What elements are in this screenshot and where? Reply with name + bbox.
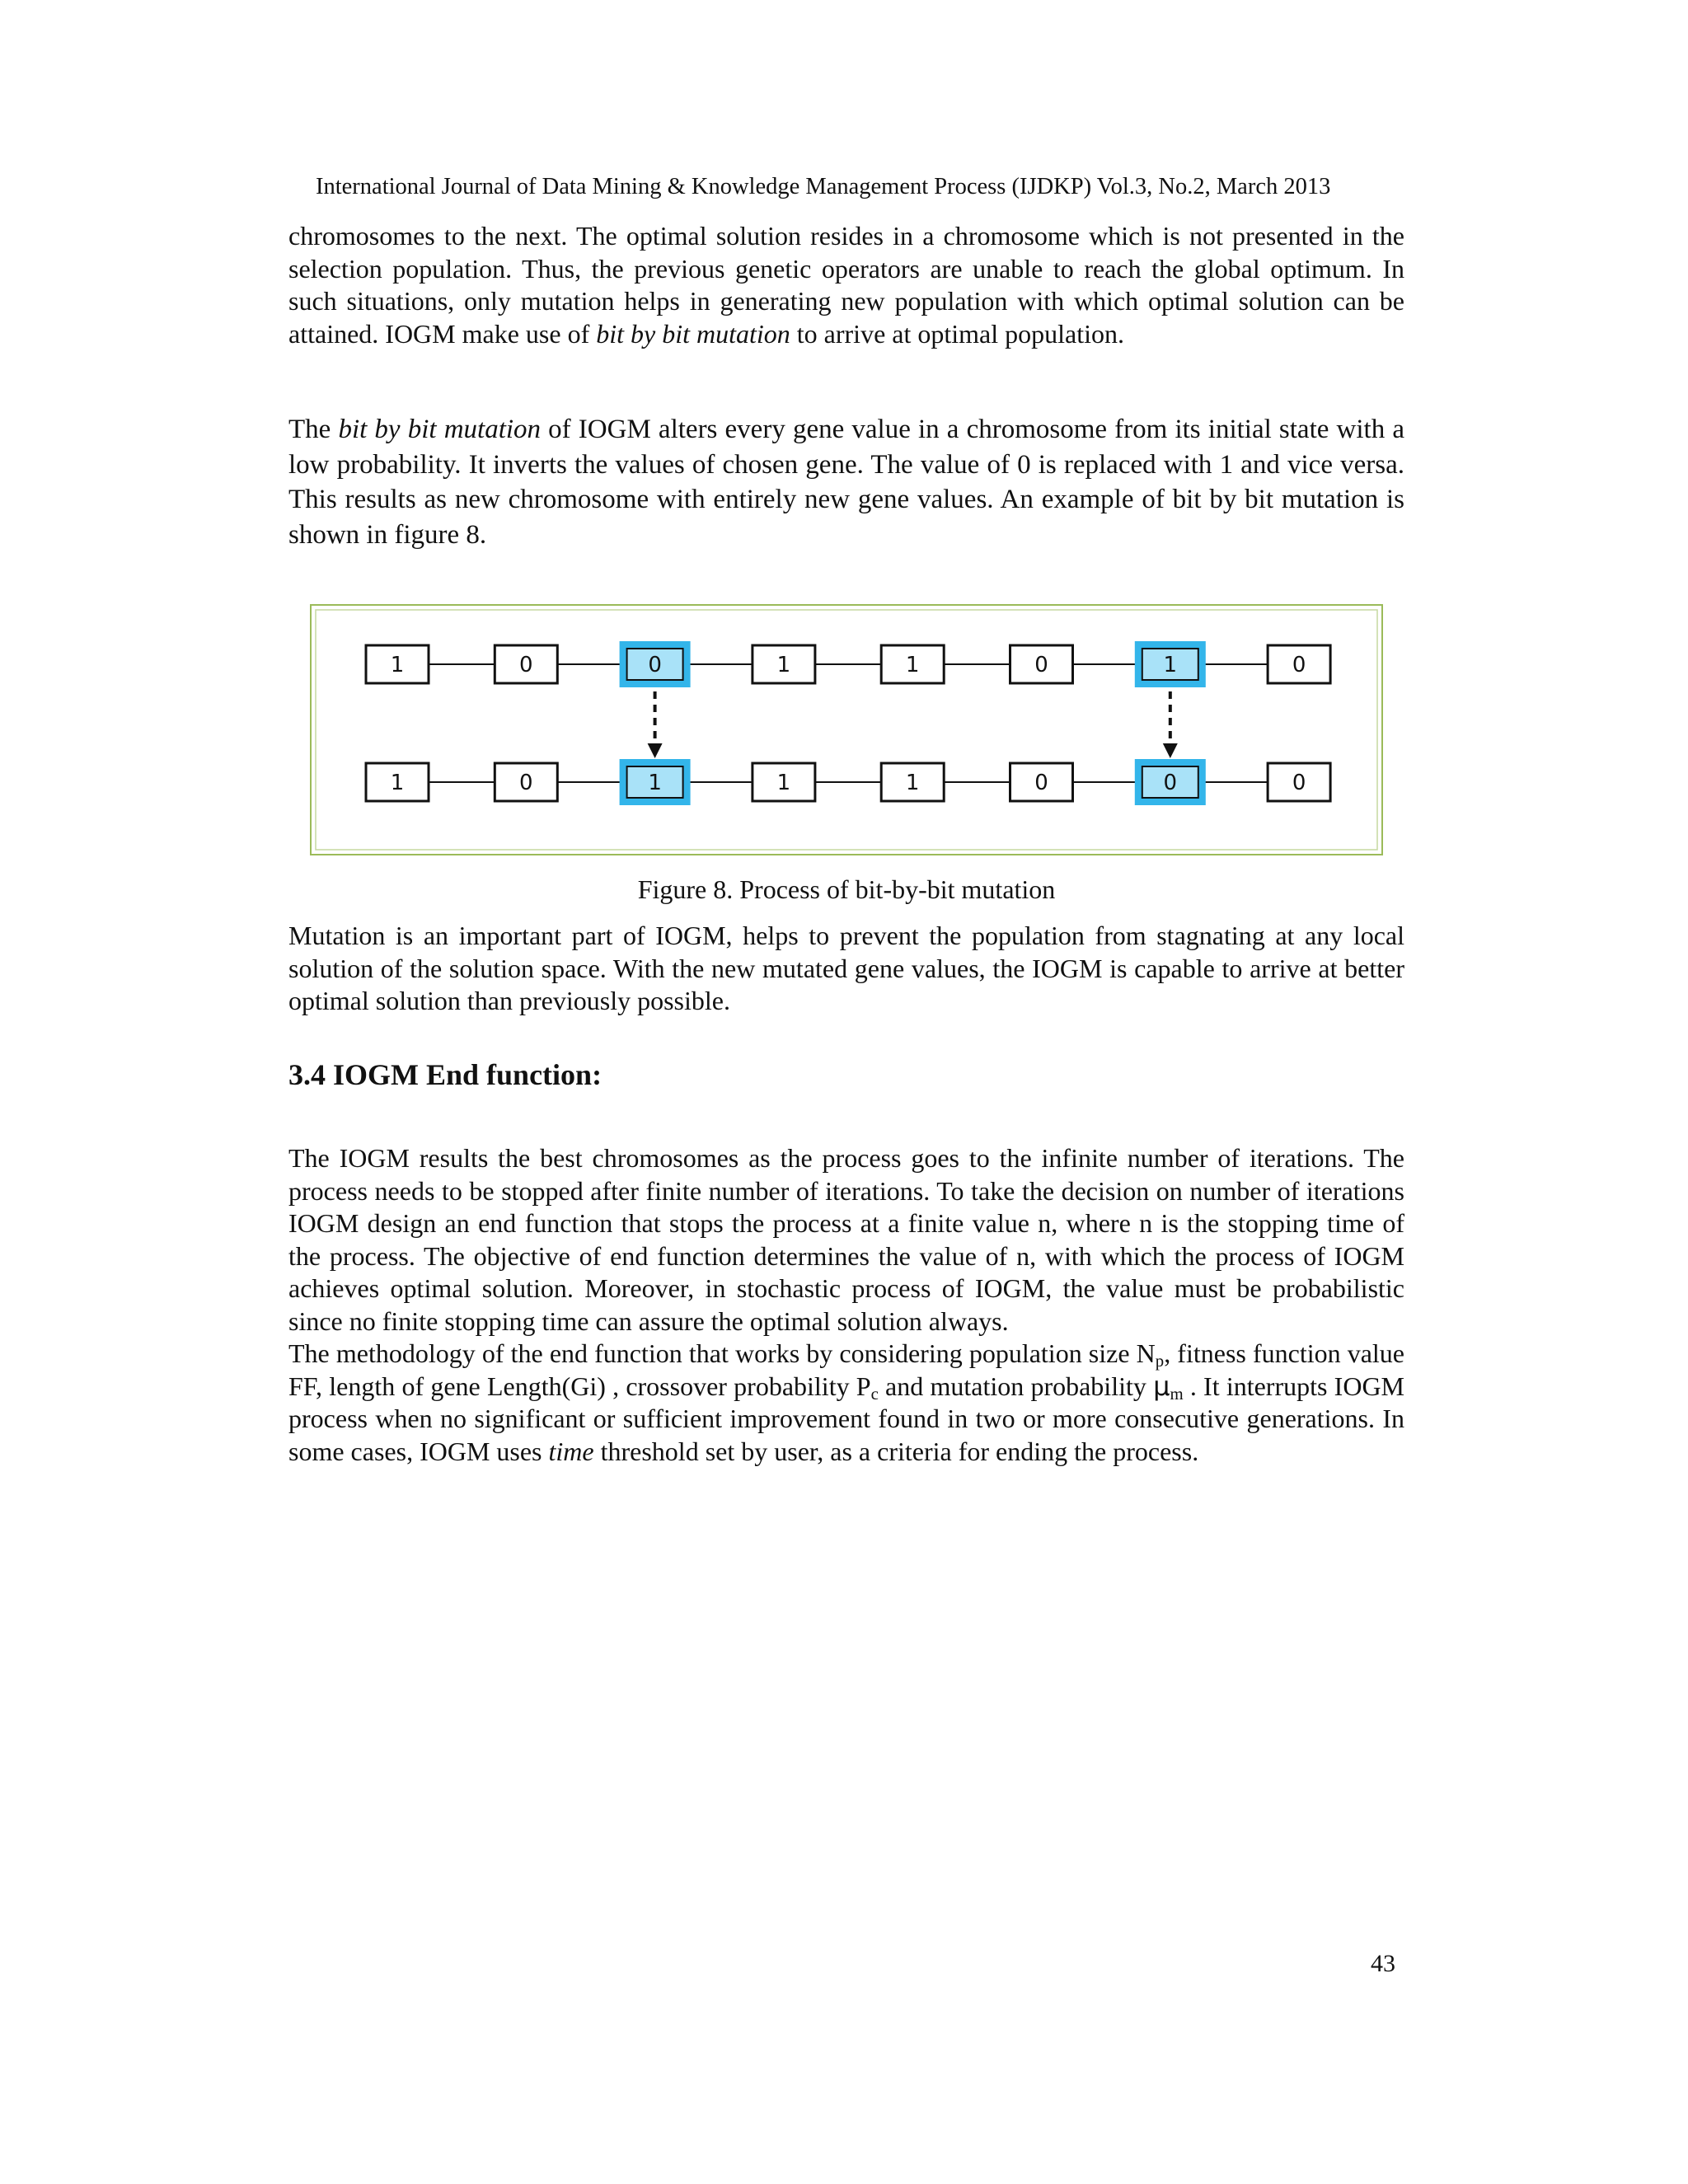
figure-caption: Figure 8. Process of bit-by-bit mutation — [637, 874, 1056, 904]
paragraph-text: , fitness function value FF, length of gene Length(Gi) , crossover probability P — [288, 1338, 1405, 1401]
gene-value: 1 — [776, 771, 791, 795]
section-heading: 3.4 IOGM End function: — [288, 1058, 603, 1091]
gene-value: 0 — [519, 771, 533, 795]
gene-value: 1 — [905, 771, 920, 795]
paragraph-text: chromosomes to the next. The optimal solution resides in a chromosome which is not presented in the selection population. Thus, the previous genetic operators are unable to reach the global optimum. In such situations, only mutation helps in generating new population with which optimal solution can be attained. IOGM make use of — [288, 221, 1404, 349]
paragraph-text: to arrive at optimal population. — [790, 318, 1124, 349]
paragraph-text: of IOGM alters every gene value in a chromosome from its initial state with a low probability. It inverts the values of chosen gene. The value of 0 is replaced with 1 and vice versa. This results as new chromosome with entirely new gene values. An example of bit by bit mutation is shown in figure 8. — [288, 415, 1404, 550]
mutation-figure — [310, 604, 1383, 855]
gene-value: 1 — [648, 771, 662, 795]
gene-value: 1 — [390, 771, 405, 795]
page-number: 43 — [1371, 1950, 1395, 1977]
gene-value: 1 — [776, 653, 791, 677]
gene-value: 0 — [1034, 653, 1048, 677]
paragraph-text: threshold set by user, as a criteria for ending the process. — [593, 1436, 1199, 1466]
gene-value: 1 — [390, 653, 405, 677]
paragraph-mutation-importance — [288, 920, 1404, 1018]
italic-term: bit by bit mutation — [338, 415, 542, 444]
subscript: m — [1170, 1384, 1184, 1404]
paragraph-end-function — [288, 1142, 1404, 1468]
figure-frame-outer — [311, 605, 1382, 855]
paragraph-text: . It interrupts IOGM process when no significant or sufficient improvement found in two or more consecutive generations. In some cases, IOGM uses — [288, 1371, 1404, 1466]
paragraph-mutation-intro — [288, 220, 1404, 350]
italic-term: bit by bit mutation — [596, 318, 790, 349]
paragraph-text: and mutation probability — [878, 1371, 1154, 1401]
running-header: International Journal of Data Mining & Knowledge Management Process (IJDKP) Vol.3, No.2, March 2013 — [316, 174, 1331, 199]
gene-value: 0 — [1163, 771, 1178, 795]
gene-value: 0 — [648, 653, 662, 677]
subscript: c — [870, 1384, 879, 1404]
gene-value: 0 — [1034, 771, 1048, 795]
paragraph-text: Mutation is an important part of IOGM, helps to prevent the population from stagnating at any local solution of the solution space. With the new mutated gene values, the IOGM is capable to arrive at better optimal solution than previously possible. — [288, 921, 1404, 1015]
gene-value: 0 — [519, 653, 533, 677]
paragraph-text: The IOGM results the best chromosomes as the process goes to the infinite number of iterations. The process needs to be stopped after finite number of iterations. To take the decision on number of iterations IOGM design an end function that stops the process at a finite value n, where n is the stopping time of the process. The objective of end function determines the value of n, with which the process of IOGM achieves optimal solution. Moreover, in stochastic process of IOGM, the value must be probabilistic since no finite stopping time can assure the optimal solution always. — [288, 1143, 1404, 1336]
gene-value: 0 — [1292, 771, 1306, 795]
italic-term: time — [548, 1436, 594, 1466]
gene-value: 0 — [1292, 653, 1306, 677]
mu-symbol: µ — [1153, 1370, 1170, 1402]
gene-value: 1 — [1163, 653, 1178, 677]
gene-value: 1 — [905, 653, 920, 677]
paragraph-text: The — [288, 415, 339, 444]
subscript: p — [1155, 1352, 1165, 1371]
paragraph-text: The methodology of the end function that works by considering population size N — [288, 1338, 1156, 1368]
paragraph-bit-by-bit — [288, 412, 1404, 552]
mutation-diagram — [310, 604, 1383, 855]
